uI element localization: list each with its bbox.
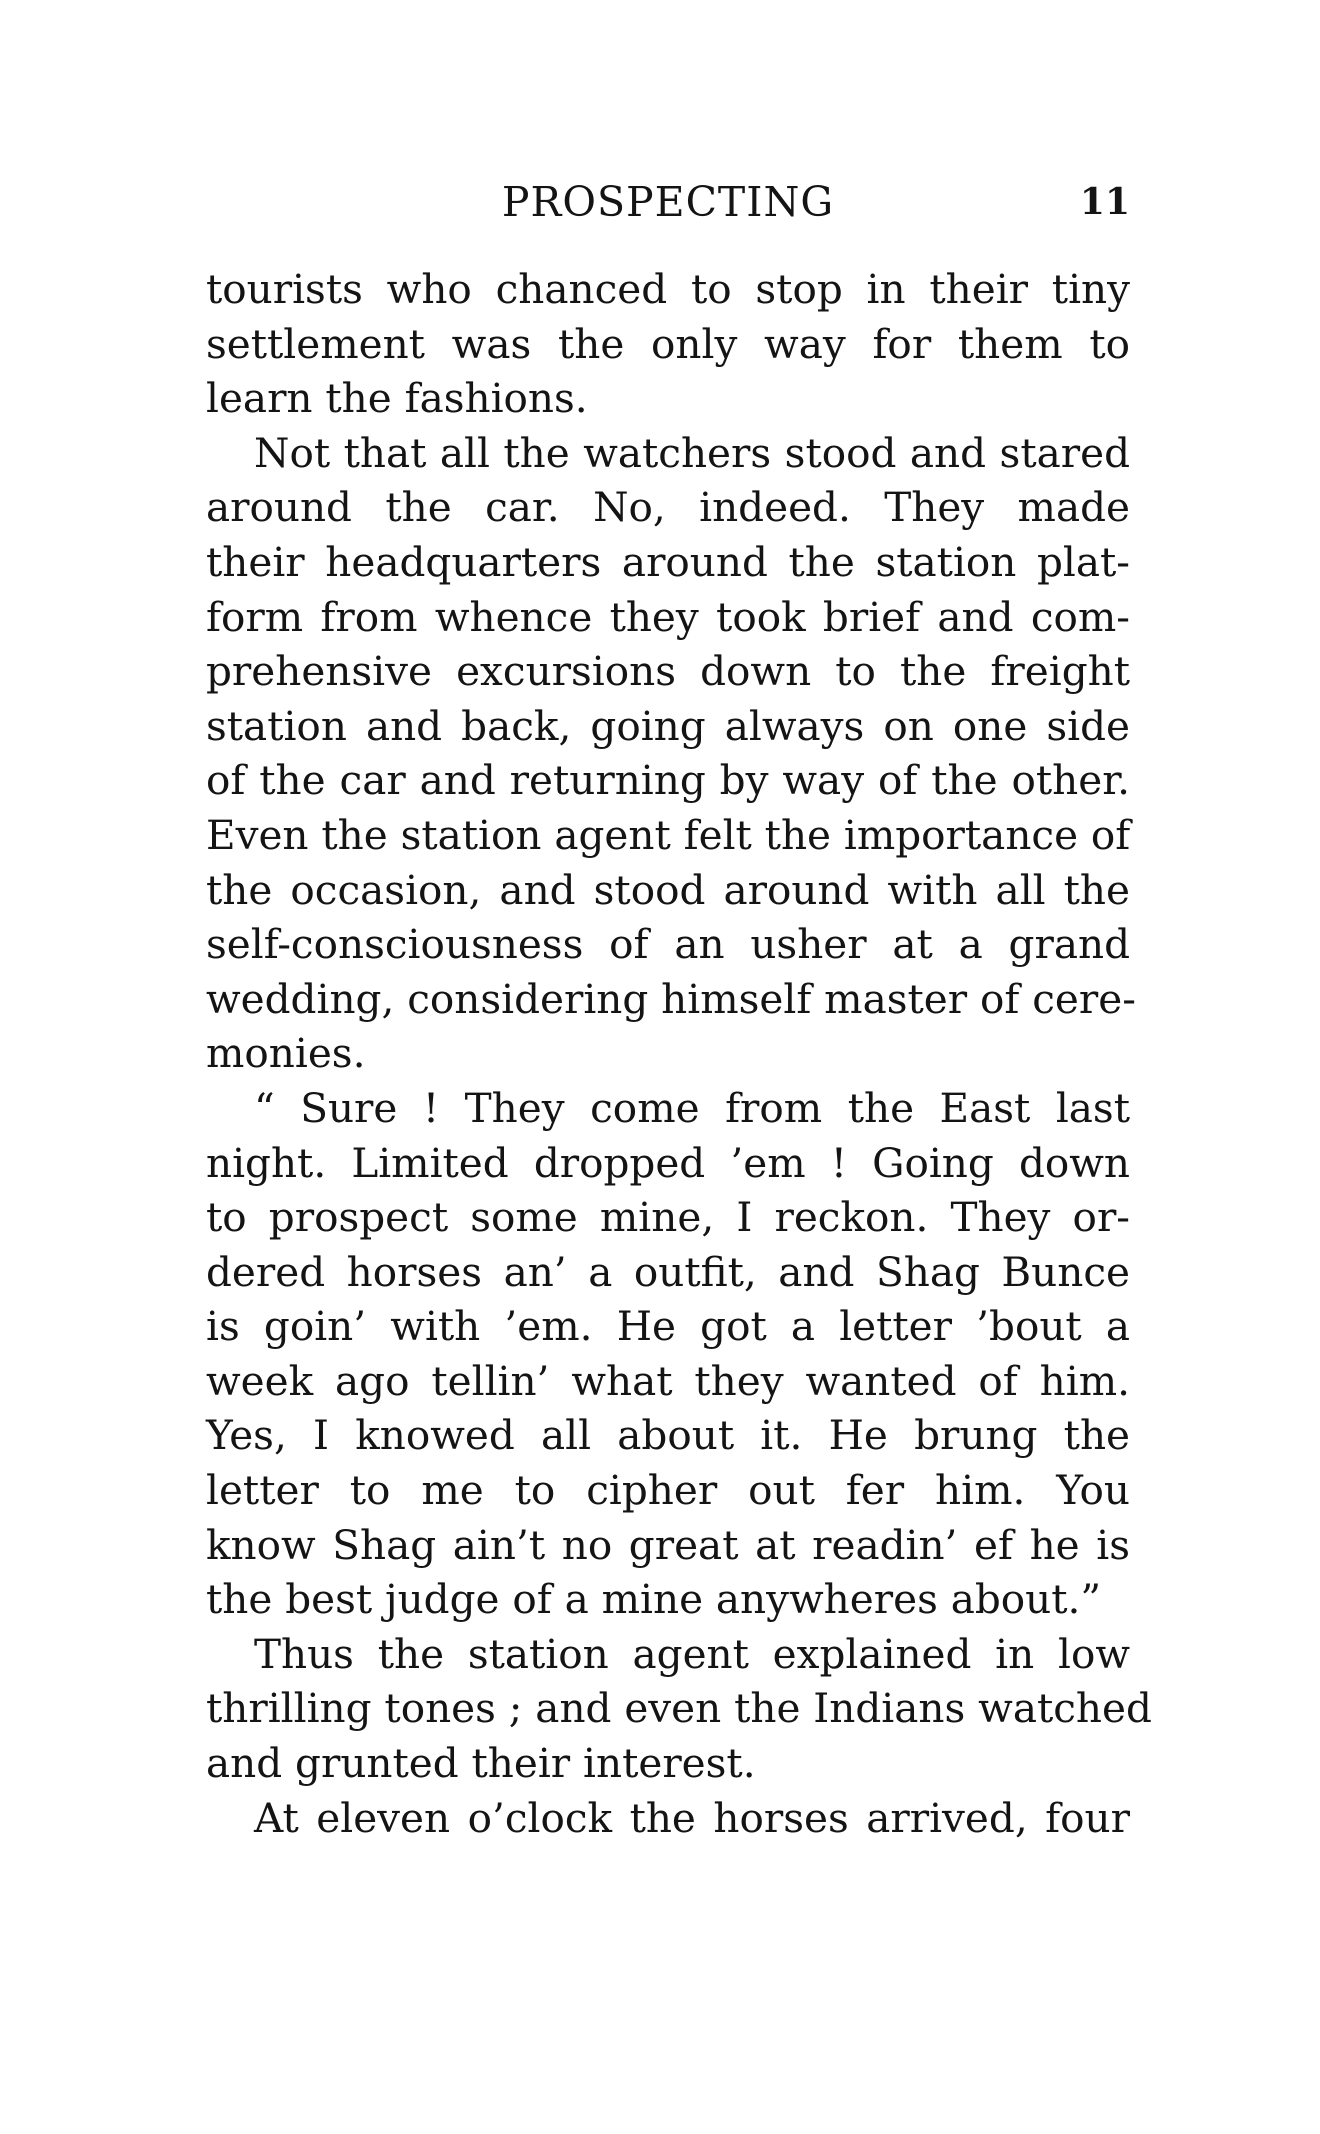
paragraph [206, 262, 1130, 426]
text-line: Not that all the watchers stood and stared [254, 428, 1130, 477]
text-line: thrilling tones ; and even the Indians watched [206, 1684, 1152, 1733]
text-line: night. Limited dropped ’em ! Going down [206, 1138, 1130, 1187]
text-line: know Shag ain’t no great at readin’ ef he is [206, 1520, 1130, 1569]
text-line: self-consciousness of an usher at a grand [206, 920, 1130, 969]
text-line: Even the station agent felt the importance of [206, 810, 1131, 859]
body-text [206, 262, 1152, 1845]
text-line: “ Sure ! They come from the East last [254, 1083, 1130, 1132]
text-line: of the car and returning by way of the other. [206, 756, 1130, 805]
paragraph [206, 1791, 1130, 1846]
text-line: tourists who chanced to stop in their tiny [206, 265, 1130, 313]
text-line: learn the fashions. [206, 374, 588, 423]
text-line: the best judge of a mine anywheres about.” [206, 1575, 1102, 1624]
text-line: wedding, considering himself master of cere- [206, 974, 1136, 1023]
text-line: Yes, I knowed all about it. He brung the [206, 1411, 1130, 1460]
text-line: prehensive excursions down to the freight [206, 647, 1130, 696]
text-line: form from whence they took brief and com- [206, 592, 1130, 641]
text-line: their headquarters around the station plat- [206, 537, 1130, 586]
text-line: is goin’ with ’em. He got a letter ’bout a [206, 1302, 1130, 1351]
paragraph [206, 1627, 1152, 1791]
paragraph [206, 1081, 1130, 1627]
text-line: the occasion, and stood around with all the [206, 865, 1130, 914]
text-line: At eleven o’clock the horses arrived, four [254, 1793, 1130, 1842]
text-line: week ago tellin’ what they wanted of him. [206, 1356, 1130, 1405]
text-line: around the car. No, indeed. They made [206, 483, 1130, 532]
text-line: dered horses an’ a outfit, and Shag Bunce [206, 1247, 1130, 1296]
page-number: 11 [1079, 181, 1130, 223]
running-title: PROSPECTING [501, 178, 835, 226]
page-header [206, 172, 1130, 232]
text-line: to prospect some mine, I reckon. They or- [206, 1193, 1130, 1242]
paragraph [206, 426, 1136, 1081]
text-line: settlement was the only way for them to [206, 319, 1130, 368]
text-line: station and back, going always on one side [206, 701, 1130, 750]
text-line: monies. [206, 1029, 366, 1078]
text-line: Thus the station agent explained in low [254, 1629, 1130, 1678]
text-line: letter to me to cipher out fer him. You [206, 1466, 1130, 1515]
text-line: and grunted their interest. [206, 1739, 756, 1788]
